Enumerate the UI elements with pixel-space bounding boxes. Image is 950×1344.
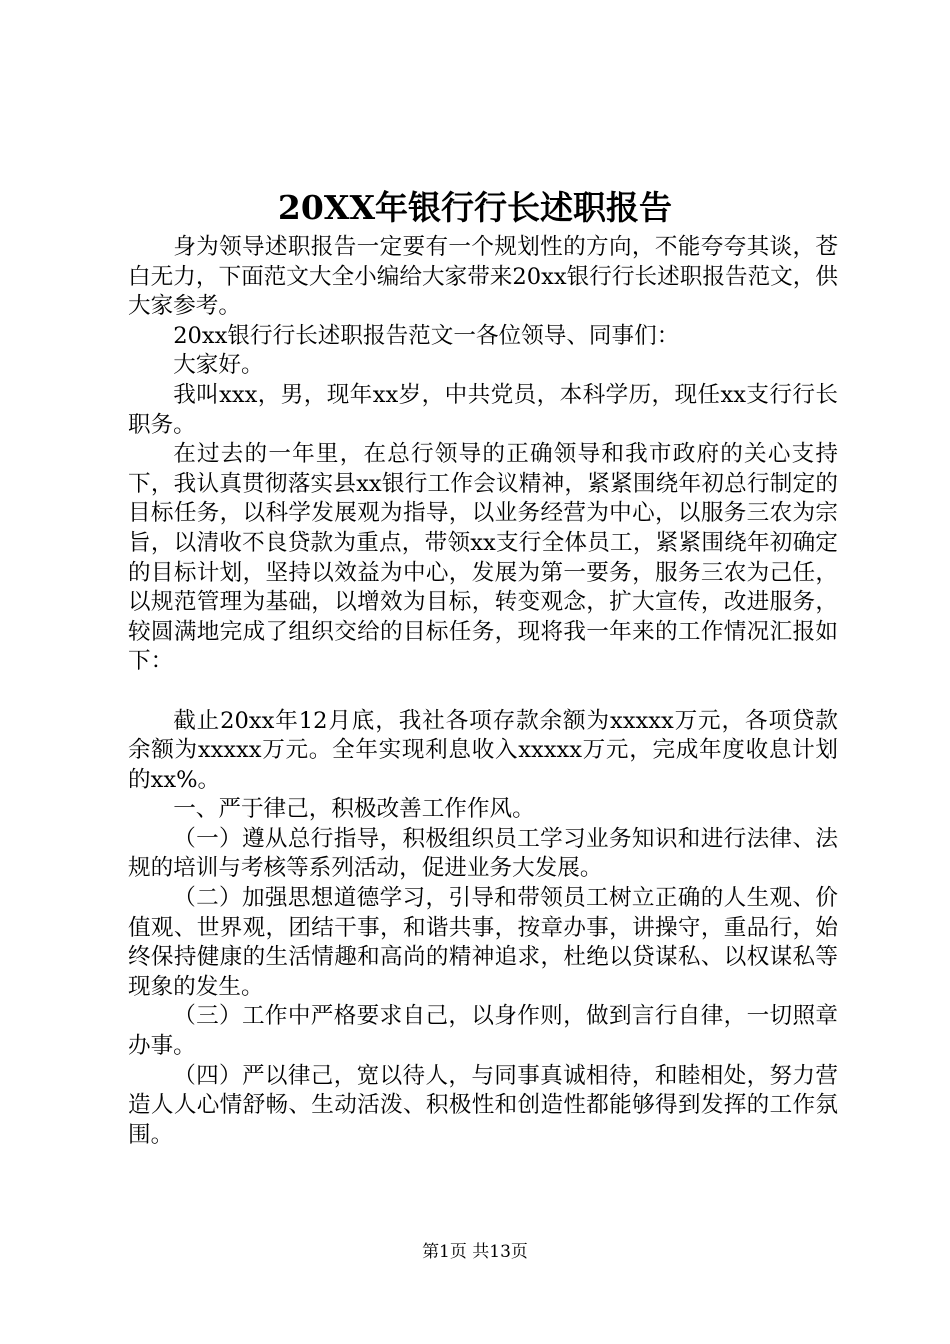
page-number-footer: 第1页 共13页: [422, 1242, 528, 1262]
paragraph-greeting: 大家好。: [173, 352, 264, 379]
paragraph-intro: 身为领导述职报告一定要有一个规划性的方向，不能夸夸其谈，苍白无力，下面范文大全小编给大家带来20xx银行行长述职报告范文，供大家参考。: [128, 234, 838, 320]
document-title: 20XX年银行行长述职报告: [277, 188, 673, 227]
paragraph-spacer: [128, 677, 838, 707]
section-heading-one: 一、严于律己，积极改善工作作风。: [173, 796, 535, 823]
paragraph-summary: 在过去的一年里，在总行领导的正确领导和我市政府的关心支持下，我认真贯彻落实县xx银行工作会议精神，紧紧围绕年初总行制定的目标任务，以科学发展观为指导，以业务经营为中心，以服务三农为宗旨，以清收不良贷款为重点，带领xx支行全体员工，紧紧围绕年初确定的目标计划，坚持以效益为中心，发展为第一要务，服务三农为己任，以规范管理为基础，以增效为目标，转变观念，扩大宣传，改进服务，较圆满地完成了组织交给的目标任务，现将我一年来的工作情况汇报如下：: [128, 441, 838, 675]
paragraph-salutation: 20xx银行行长述职报告范文一各位领导、同事们：: [173, 322, 680, 349]
paragraph-item-4: （四）严以律己，宽以待人，与同事真诚相待，和睦相处，努力营造人人心情舒畅、生动活泼、积极性和创造性都能够得到发挥的工作氛围。: [128, 1062, 838, 1148]
paragraph-figures: 截止20xx年12月底，我社各项存款余额为xxxxx万元，各项贷款余额为xxxxx万元。全年实现利息收入xxxxx万元，完成年度收息计划的xx%。: [128, 707, 838, 793]
paragraph-self-introduction: 我叫xxx，男，现年xx岁，中共党员，本科学历，现任xx支行行长职务。: [128, 381, 838, 438]
paragraph-item-1: （一）遵从总行指导，积极组织员工学习业务知识和进行法律、法规的培训与考核等系列活动，促进业务大发展。: [128, 825, 838, 882]
document-body: [128, 233, 838, 1150]
paragraph-item-2: （二）加强思想道德学习，引导和带领员工树立正确的人生观、价值观、世界观，团结干事，和谐共事，按章办事，讲操守，重品行，始终保持健康的生活情趣和高尚的精神追求，杜绝以贷谋私、以权谋私等现象的发生。: [128, 885, 838, 1000]
paragraph-item-3: （三）工作中严格要求自己，以身作则，做到言行自律，一切照章办事。: [128, 1003, 838, 1060]
